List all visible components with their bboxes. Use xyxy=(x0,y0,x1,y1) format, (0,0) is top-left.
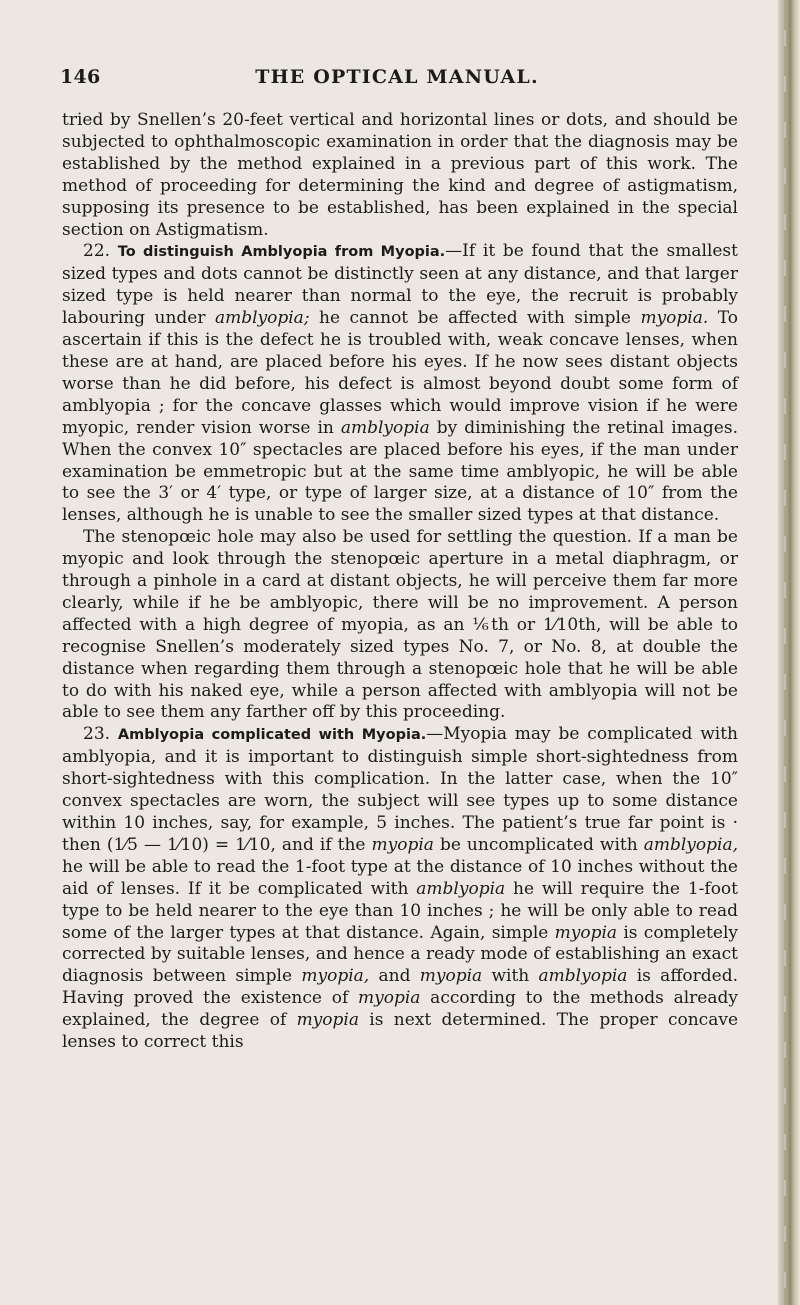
text: —If it be found that the smallest sized types and dots cannot be distinctly seen at any distance, and that larger sized type is held nearer than normal to the eye, the recruit is probably labouring under xyxy=(62,241,738,329)
text: —Myopia may be complicated with amblyopia, and it is important to distinguish simple short-sightedness from short-sightedness with this complication. In the latter case, when the 10″ convex spectacles are worn, the subject will see types up to some distance within 10 inches, say, for example, 5 inches. The patient’s true far point is · then (1⁄5 — 1⁄10) = 1⁄10, and if the xyxy=(62,724,738,855)
text: he will be able to read the 1-foot type at the distance of 10 inches without the aid of lenses. If it be complicated with xyxy=(62,856,738,899)
paragraph-stenopoeic: The stenopœic hole may also be used for settling the question. If a man be myopic and look through the stenopœic aperture in a metal diaphragm, or through a pinhole in a card at distant objects, he will perceive them far more clearly, while if he be amblyopic, there will be no improvement. A person affected with a high degree of myopia, as an ⅙th or 1⁄10th, will be able to recognise Snellen’s moderately sized types No. 7, or No. 8, at double the distance when regarding them through a stenopœic hole that he will be able to do with his naked eye, while a person affected with amblyopia will not be able to see them any farther off by this proceeding. xyxy=(62,527,738,723)
section-23 xyxy=(62,724,738,1054)
italic-term: myopia xyxy=(296,1010,359,1031)
italic-term: myopia xyxy=(554,922,618,943)
page-number: 146 xyxy=(60,66,101,88)
text: is next determined. The proper concave lenses to correct this xyxy=(62,1010,739,1053)
page-edge-shadow xyxy=(778,0,800,1305)
section-number: 22. xyxy=(83,241,111,262)
section-heading: To distinguish Amblyopia from Myopia. xyxy=(117,244,446,261)
text: he will require the 1-foot type to be held nearer to the eye than 10 inches ; he will be only able to read some of the larger types at that distance. Again, simple xyxy=(62,878,738,943)
running-header xyxy=(60,66,734,94)
text: with xyxy=(482,966,539,987)
text: according to the methods already explained, the degree of xyxy=(62,988,738,1031)
italic-term: amblyopia xyxy=(340,417,430,438)
italic-term: myopia xyxy=(419,966,483,987)
page-body xyxy=(62,110,738,1054)
text: he cannot be affected with simple xyxy=(309,308,641,329)
running-title: THE OPTICAL MANUAL. xyxy=(255,66,539,88)
paragraph-astigmatism: tried by Snellen’s 20-feet vertical and horizontal lines or dots, and should be subjected to ophthalmoscopic examination in order that the diagnosis may be established by the method explained in a previous part of this work. The method of proceeding for determining the kind and degree of astigmatism, supposing its presence to be established, has been explained in the special section on Astigmatism. xyxy=(62,110,738,240)
section-22 xyxy=(62,241,738,527)
section-number: 23. xyxy=(83,724,111,745)
italic-term: amblyopia xyxy=(538,966,628,987)
italic-term: myopia xyxy=(358,988,421,1009)
text: and xyxy=(369,966,420,987)
text: be uncomplicated with xyxy=(433,834,644,855)
italic-term: amblyopia, xyxy=(643,834,738,855)
italic-term: myopia xyxy=(371,834,434,855)
italic-term: amblyopia xyxy=(416,878,506,899)
italic-term: myopia. xyxy=(640,308,709,329)
italic-term: myopia, xyxy=(301,966,370,987)
text: To ascertain if this is the defect he is troubled with, weak concave lenses, when these are at hand, are placed before his eyes. If he now sees distant objects worse than he did before, his defect is almost beyond doubt some form of amblyopia ; for the concave glasses which would improve vision if he were myopic, render vision worse in xyxy=(62,308,738,438)
italic-term: amblyopia; xyxy=(214,308,310,329)
text: by diminishing the retinal images. When the convex 10″ spectacles are placed before his eyes, if the man under examination be emmetropic but at the same time amblyopic, he will be able to see the 3′ or 4′ type, or type of larger size, at a distance of 10″ from the lenses, although he is unable to see the smaller sized types at that distance. xyxy=(62,417,738,526)
text: is afforded. Having proved the existence of xyxy=(62,966,738,1009)
section-heading: Amblyopia complicated with Myopia. xyxy=(117,727,427,744)
text: is completely corrected by suitable lenses, and hence a ready mode of establishing an exact diagnosis between simple xyxy=(62,922,738,987)
